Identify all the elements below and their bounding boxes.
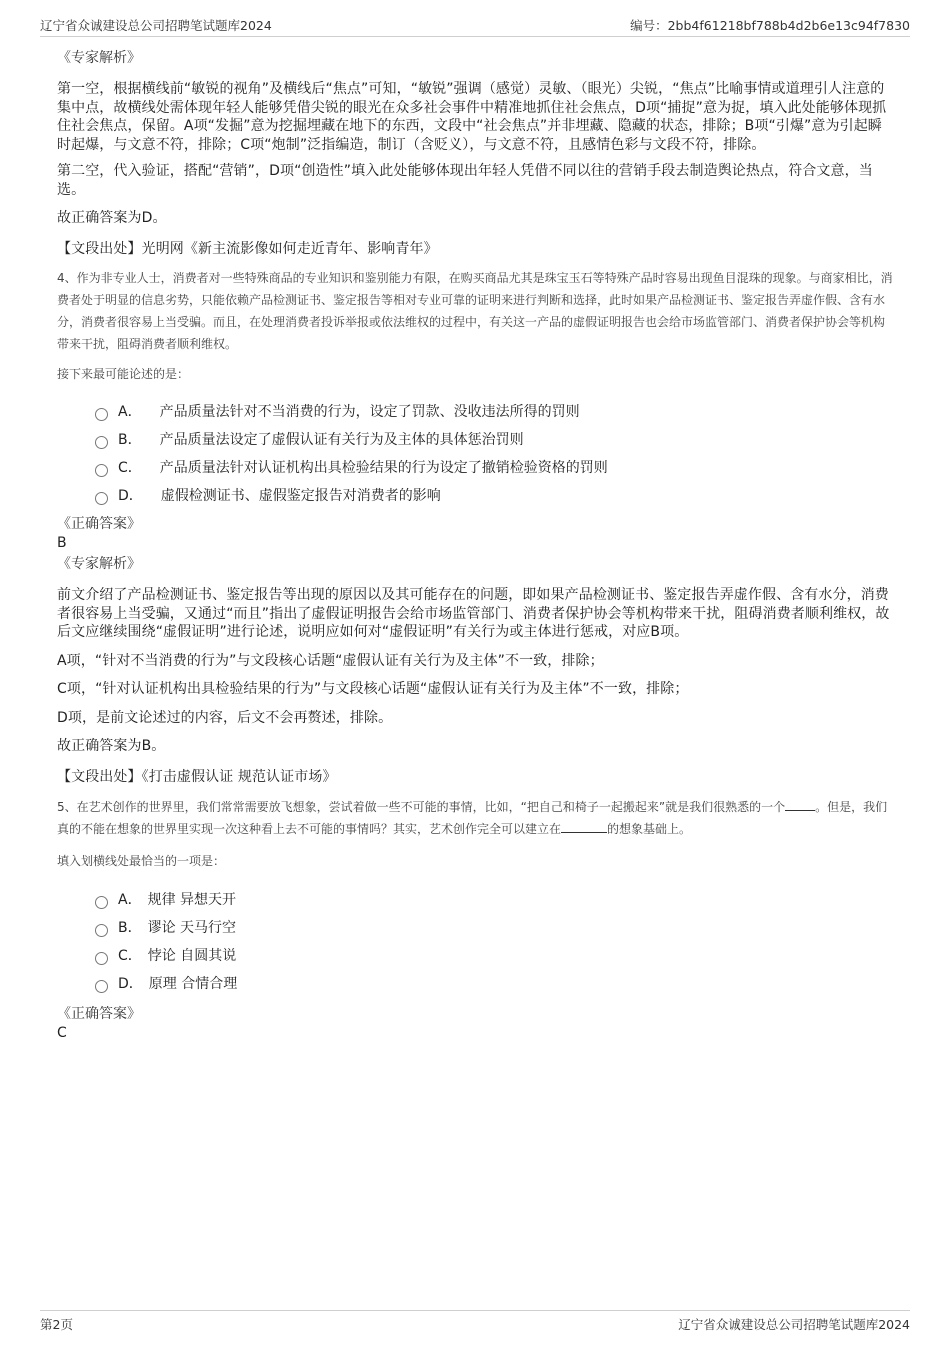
- page-number: 第2页: [40, 1317, 73, 1332]
- analysis-paragraph: 第一空，根据横线前“敏锐的视角”及横线后“焦点”可知，“敏锐”强调（感觉）灵敏、（眼光）尖锐，“焦点”比喻事情或道理引人注意的集中点，故横线处需体现年轻人能够凭借尖锐的眼光在众多社会事件中精准地抓住社会焦点，D项“捕捉”意为捉，填入此处能够体现抓住社会焦点，保留。A项“发掘”意为挖掘埋藏在地下的东西，文段中“社会焦点”并非埋藏、隐藏的状态，排除；B项“引爆”意为引起瞬时起爆，与文意不符，排除；C项“炮制”泛指编造，制订（含贬义），与文意不符，且感情色彩与文段不符，排除。: [57, 81, 887, 153]
- option-a[interactable]: [95, 398, 893, 426]
- option-text: 产品质量法针对不当消费的行为，设定了罚款、没收违法所得的罚则: [159, 404, 580, 420]
- option-letter: C．: [118, 460, 142, 476]
- option-a[interactable]: [95, 886, 893, 914]
- radio-button-icon[interactable]: [95, 464, 108, 477]
- analysis-paragraph: A项，“针对不当消费的行为”与文段核心话题“虚假认证有关行为及主体”不一致，排除；: [57, 652, 604, 669]
- page-header: [40, 14, 910, 37]
- expert-analysis-label: 《专家解析》: [57, 556, 141, 572]
- radio-button-icon[interactable]: [95, 952, 108, 965]
- option-text: 谬论 天马行空: [147, 920, 237, 936]
- expert-analysis-label: 《专家解析》: [57, 50, 141, 66]
- footer-title: 辽宁省众诚建设总公司招聘笔试题库2024: [678, 1317, 910, 1332]
- header-doc-id: 编号：2bb4f61218bf788b4d2b6e13c94f7830: [630, 18, 910, 33]
- question-5-text-part: 5、在艺术创作的世界里，我们常常需要放飞想象，尝试着做一些不可能的事情，比如，“把自己和椅子一起搬起来”就是我们很熟悉的一个: [57, 800, 786, 814]
- radio-button-icon[interactable]: [95, 436, 108, 449]
- option-letter: A．: [118, 892, 142, 908]
- option-text: 产品质量法针对认证机构出具检验结果的行为设定了撤销检验资格的罚则: [159, 460, 608, 476]
- analysis-paragraph: 前文介绍了产品检测证书、鉴定报告等出现的原因以及其可能存在的问题，即如果产品检测证书、鉴定报告弄虚作假、含有水分，消费者很容易上当受骗，又通过“而且”指出了虚假证明报告会给市场监管部门、消费者保护协会等机构带来干扰，阻碍消费者顺利维权，故后文应继续围绕“虚假证明”进行论述，说明应如何对“虚假证明”有关行为或主体进行惩戒，对应B项。: [57, 587, 890, 640]
- question-5-prompt: 填入划横线处最恰当的一项是：: [57, 854, 226, 868]
- option-letter: B．: [118, 920, 142, 936]
- analysis-paragraph: 第二空，代入验证，搭配“营销”，D项“创造性”填入此处能够体现出年轻人凭借不同以往的营销手段去制造舆论热点，符合文意，当选。: [57, 163, 873, 198]
- correct-answer-statement: 故正确答案为D。: [57, 210, 167, 226]
- option-letter: B．: [118, 432, 142, 448]
- text-source: 【文段出处】《打击虚假认证 规范认证市场》: [57, 768, 337, 785]
- question-5-text-part: 。但是，我们真的不能在想象的世界里实现一次这种看上去不可能的事情吗？其实，艺术创作完全可以建立在: [57, 800, 888, 836]
- option-text: 虚假检测证书、虚假鉴定报告对消费者的影响: [160, 488, 441, 504]
- correct-answer-statement: 故正确答案为B。: [57, 738, 166, 754]
- analysis-paragraph: C项，“针对认证机构出具检验结果的行为”与文段核心话题“虚假认证有关行为及主体”不一致，排除；: [57, 681, 689, 697]
- correct-answer-value: B: [57, 535, 67, 551]
- answer-blank: [561, 820, 607, 833]
- radio-button-icon[interactable]: [95, 492, 108, 505]
- option-text: 产品质量法设定了虚假认证有关行为及主体的具体惩治罚则: [159, 432, 524, 448]
- question-4-text: 4、作为非专业人士，消费者对一些特殊商品的专业知识和鉴别能力有限，在购买商品尤其是珠宝玉石等特殊产品时容易出现鱼目混珠的现象。与商家相比，消费者处于明显的信息劣势，只能依赖产品检测证书、鉴定报告等相对专业可靠的证明来进行判断和选择，此时如果产品检测证书、鉴定报告弄虚作假、含有水分，消费者很容易上当受骗。而且，在处理消费者投诉举报或依法维权的过程中，有关这一产品的虚假证明报告也会给市场监管部门、消费者保护协会等机构带来干扰，阻碍消费者顺利维权。: [57, 271, 893, 351]
- option-b[interactable]: [95, 426, 893, 454]
- correct-answer-label: 《正确答案》: [57, 1006, 141, 1022]
- option-letter: A．: [118, 404, 142, 420]
- option-b[interactable]: [95, 914, 893, 942]
- radio-button-icon[interactable]: [95, 896, 108, 909]
- radio-button-icon[interactable]: [95, 980, 108, 993]
- question-4-prompt: 接下来最可能论述的是：: [57, 367, 190, 381]
- option-d[interactable]: [95, 482, 893, 510]
- analysis-paragraph: D项，是前文论述过的内容，后文不会再赘述，排除。: [57, 709, 393, 726]
- header-title: 辽宁省众诚建设总公司招聘笔试题库2024: [40, 18, 272, 33]
- option-text: 原理 合情合理: [148, 976, 238, 992]
- radio-button-icon[interactable]: [95, 408, 108, 421]
- page-footer: [40, 1310, 910, 1333]
- question-5-text: [57, 796, 893, 840]
- radio-button-icon[interactable]: [95, 924, 108, 937]
- option-letter: D．: [118, 488, 143, 504]
- option-letter: D．: [118, 976, 143, 992]
- option-c[interactable]: [95, 942, 893, 970]
- question-5-text-part: 的想象基础上。: [607, 822, 692, 836]
- question-5-options: [57, 886, 893, 998]
- option-text: 悖论 自圆其说: [147, 948, 237, 964]
- page-content: [57, 46, 893, 1042]
- correct-answer-label: 《正确答案》: [57, 516, 141, 532]
- text-source: 【文段出处】光明网《新主流影像如何走近青年、影响青年》: [57, 240, 438, 257]
- question-4-options: [57, 398, 893, 510]
- correct-answer-value: C: [57, 1025, 67, 1041]
- option-letter: C．: [118, 948, 142, 964]
- option-text: 规律 异想天开: [147, 892, 237, 908]
- option-c[interactable]: [95, 454, 893, 482]
- option-d[interactable]: [95, 970, 893, 998]
- answer-blank: [785, 798, 815, 811]
